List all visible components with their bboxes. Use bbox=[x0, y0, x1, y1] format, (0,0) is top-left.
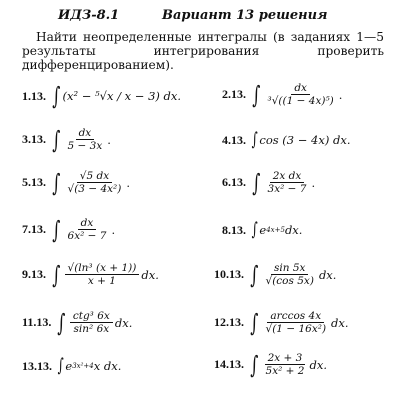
problem-4 bbox=[222, 131, 351, 149]
fraction bbox=[65, 127, 106, 152]
numerator: 2x + 3 bbox=[265, 352, 306, 365]
problem-number: 8.13. bbox=[222, 222, 246, 237]
problem-2 bbox=[222, 82, 342, 107]
problem-number: 7.13. bbox=[22, 222, 46, 236]
problem-number: 10.13. bbox=[214, 267, 244, 281]
integral-sign: ∫ bbox=[52, 168, 61, 197]
fraction bbox=[263, 262, 317, 287]
problem-number: 13.13. bbox=[22, 358, 52, 373]
problem-6 bbox=[222, 170, 315, 195]
problem-11 bbox=[22, 310, 132, 335]
numerator: √(ln³ (x + 1)) bbox=[65, 262, 140, 275]
tail: dx. bbox=[141, 267, 159, 282]
integrand: cos (3 − 4x) dx. bbox=[259, 133, 351, 147]
assignment-title: ИДЗ-8.1 bbox=[58, 8, 120, 23]
exp-base: e bbox=[65, 359, 73, 373]
numerator: ctg³ 6x bbox=[70, 310, 113, 323]
integral-sign: ∫ bbox=[250, 260, 259, 289]
tail: x dx. bbox=[93, 359, 122, 373]
numerator: dx bbox=[78, 217, 97, 230]
problem-9 bbox=[22, 262, 159, 287]
tail: dx. bbox=[284, 223, 303, 237]
denominator: 5 − 3x bbox=[67, 140, 103, 152]
denominator: 5x² + 2 bbox=[265, 365, 305, 377]
integral-sign: ∫ bbox=[52, 260, 61, 289]
integral-sign: ∫ bbox=[251, 129, 258, 150]
problem-number: 14.13. bbox=[214, 357, 244, 371]
numerator: dx bbox=[291, 82, 310, 95]
problem-number: 11.13. bbox=[22, 315, 52, 329]
problem-number: 5.13. bbox=[22, 175, 46, 189]
integral-sign: ∫ bbox=[52, 82, 61, 110]
fraction bbox=[263, 352, 308, 377]
tail: . bbox=[311, 175, 316, 190]
integral-sign: ∫ bbox=[52, 125, 61, 154]
fraction bbox=[65, 170, 125, 195]
denominator: √(1 − 16x²) bbox=[265, 323, 327, 335]
exponent: 3x²+4 bbox=[72, 362, 94, 370]
fraction bbox=[263, 310, 330, 335]
problem-number: 12.13. bbox=[214, 315, 244, 329]
integral-sign: ∫ bbox=[57, 355, 64, 376]
numerator: sin 5x bbox=[271, 262, 308, 275]
denominator: ³√((1 − 4x)⁵) bbox=[267, 95, 334, 107]
problem-3 bbox=[22, 127, 111, 152]
denominator: 3x² − 7 bbox=[267, 183, 307, 195]
problem-12 bbox=[214, 310, 349, 335]
tail: dx. bbox=[318, 267, 337, 282]
integral-sign: ∫ bbox=[251, 219, 258, 240]
fraction bbox=[265, 170, 310, 195]
denominator: 6x² − 7 bbox=[67, 230, 107, 242]
problem-13 bbox=[22, 357, 121, 375]
fraction bbox=[65, 262, 140, 287]
problem-14 bbox=[214, 352, 327, 377]
tail: . bbox=[126, 175, 131, 190]
problem-5 bbox=[22, 170, 130, 195]
problem-8 bbox=[222, 221, 302, 239]
problem-number: 6.13. bbox=[222, 175, 246, 189]
exponent: 4x+5 bbox=[266, 226, 285, 234]
tail: dx. bbox=[309, 357, 327, 372]
fraction bbox=[70, 310, 113, 335]
variant-title: Вариант 13 решения bbox=[162, 8, 328, 23]
denominator: sin² 6x bbox=[73, 323, 110, 335]
numerator: 2x dx bbox=[270, 170, 305, 183]
problem-number: 1.13. bbox=[22, 88, 46, 103]
problem-10 bbox=[214, 262, 336, 287]
fraction bbox=[265, 82, 337, 107]
numerator: √5 dx bbox=[77, 170, 112, 183]
problem-number: 4.13. bbox=[222, 132, 246, 147]
denominator: x + 1 bbox=[87, 275, 116, 287]
problem-number: 3.13. bbox=[22, 132, 46, 146]
integral-sign: ∫ bbox=[252, 80, 261, 109]
exp-base: e bbox=[259, 223, 267, 237]
integral-sign: ∫ bbox=[250, 350, 259, 379]
numerator: dx bbox=[76, 127, 95, 140]
fraction bbox=[65, 217, 110, 242]
tail: dx. bbox=[331, 315, 349, 330]
tail: . bbox=[338, 87, 343, 102]
integral-sign: ∫ bbox=[250, 308, 259, 337]
denominator: √(3 − 4x²) bbox=[67, 183, 122, 195]
problem-7 bbox=[22, 217, 115, 242]
task-instruction: Найти неопределенные интегралы (в заданиях 1—5 результаты интегрирования проверить дифференцированием). bbox=[22, 30, 384, 72]
tail: dx. bbox=[114, 315, 133, 330]
numerator: arccos 4x bbox=[267, 310, 324, 323]
integral-sign: ∫ bbox=[252, 168, 261, 197]
tail: . bbox=[111, 222, 116, 237]
tail: . bbox=[107, 132, 111, 147]
problem-1 bbox=[22, 84, 181, 108]
problem-number: 9.13. bbox=[22, 267, 46, 281]
integral-sign: ∫ bbox=[57, 308, 66, 337]
denominator: √(cos 5x) bbox=[265, 275, 314, 287]
integrand: (x² − ⁵√x / x − 3) dx. bbox=[62, 89, 182, 103]
integral-sign: ∫ bbox=[52, 215, 61, 244]
problem-number: 2.13. bbox=[222, 87, 246, 101]
